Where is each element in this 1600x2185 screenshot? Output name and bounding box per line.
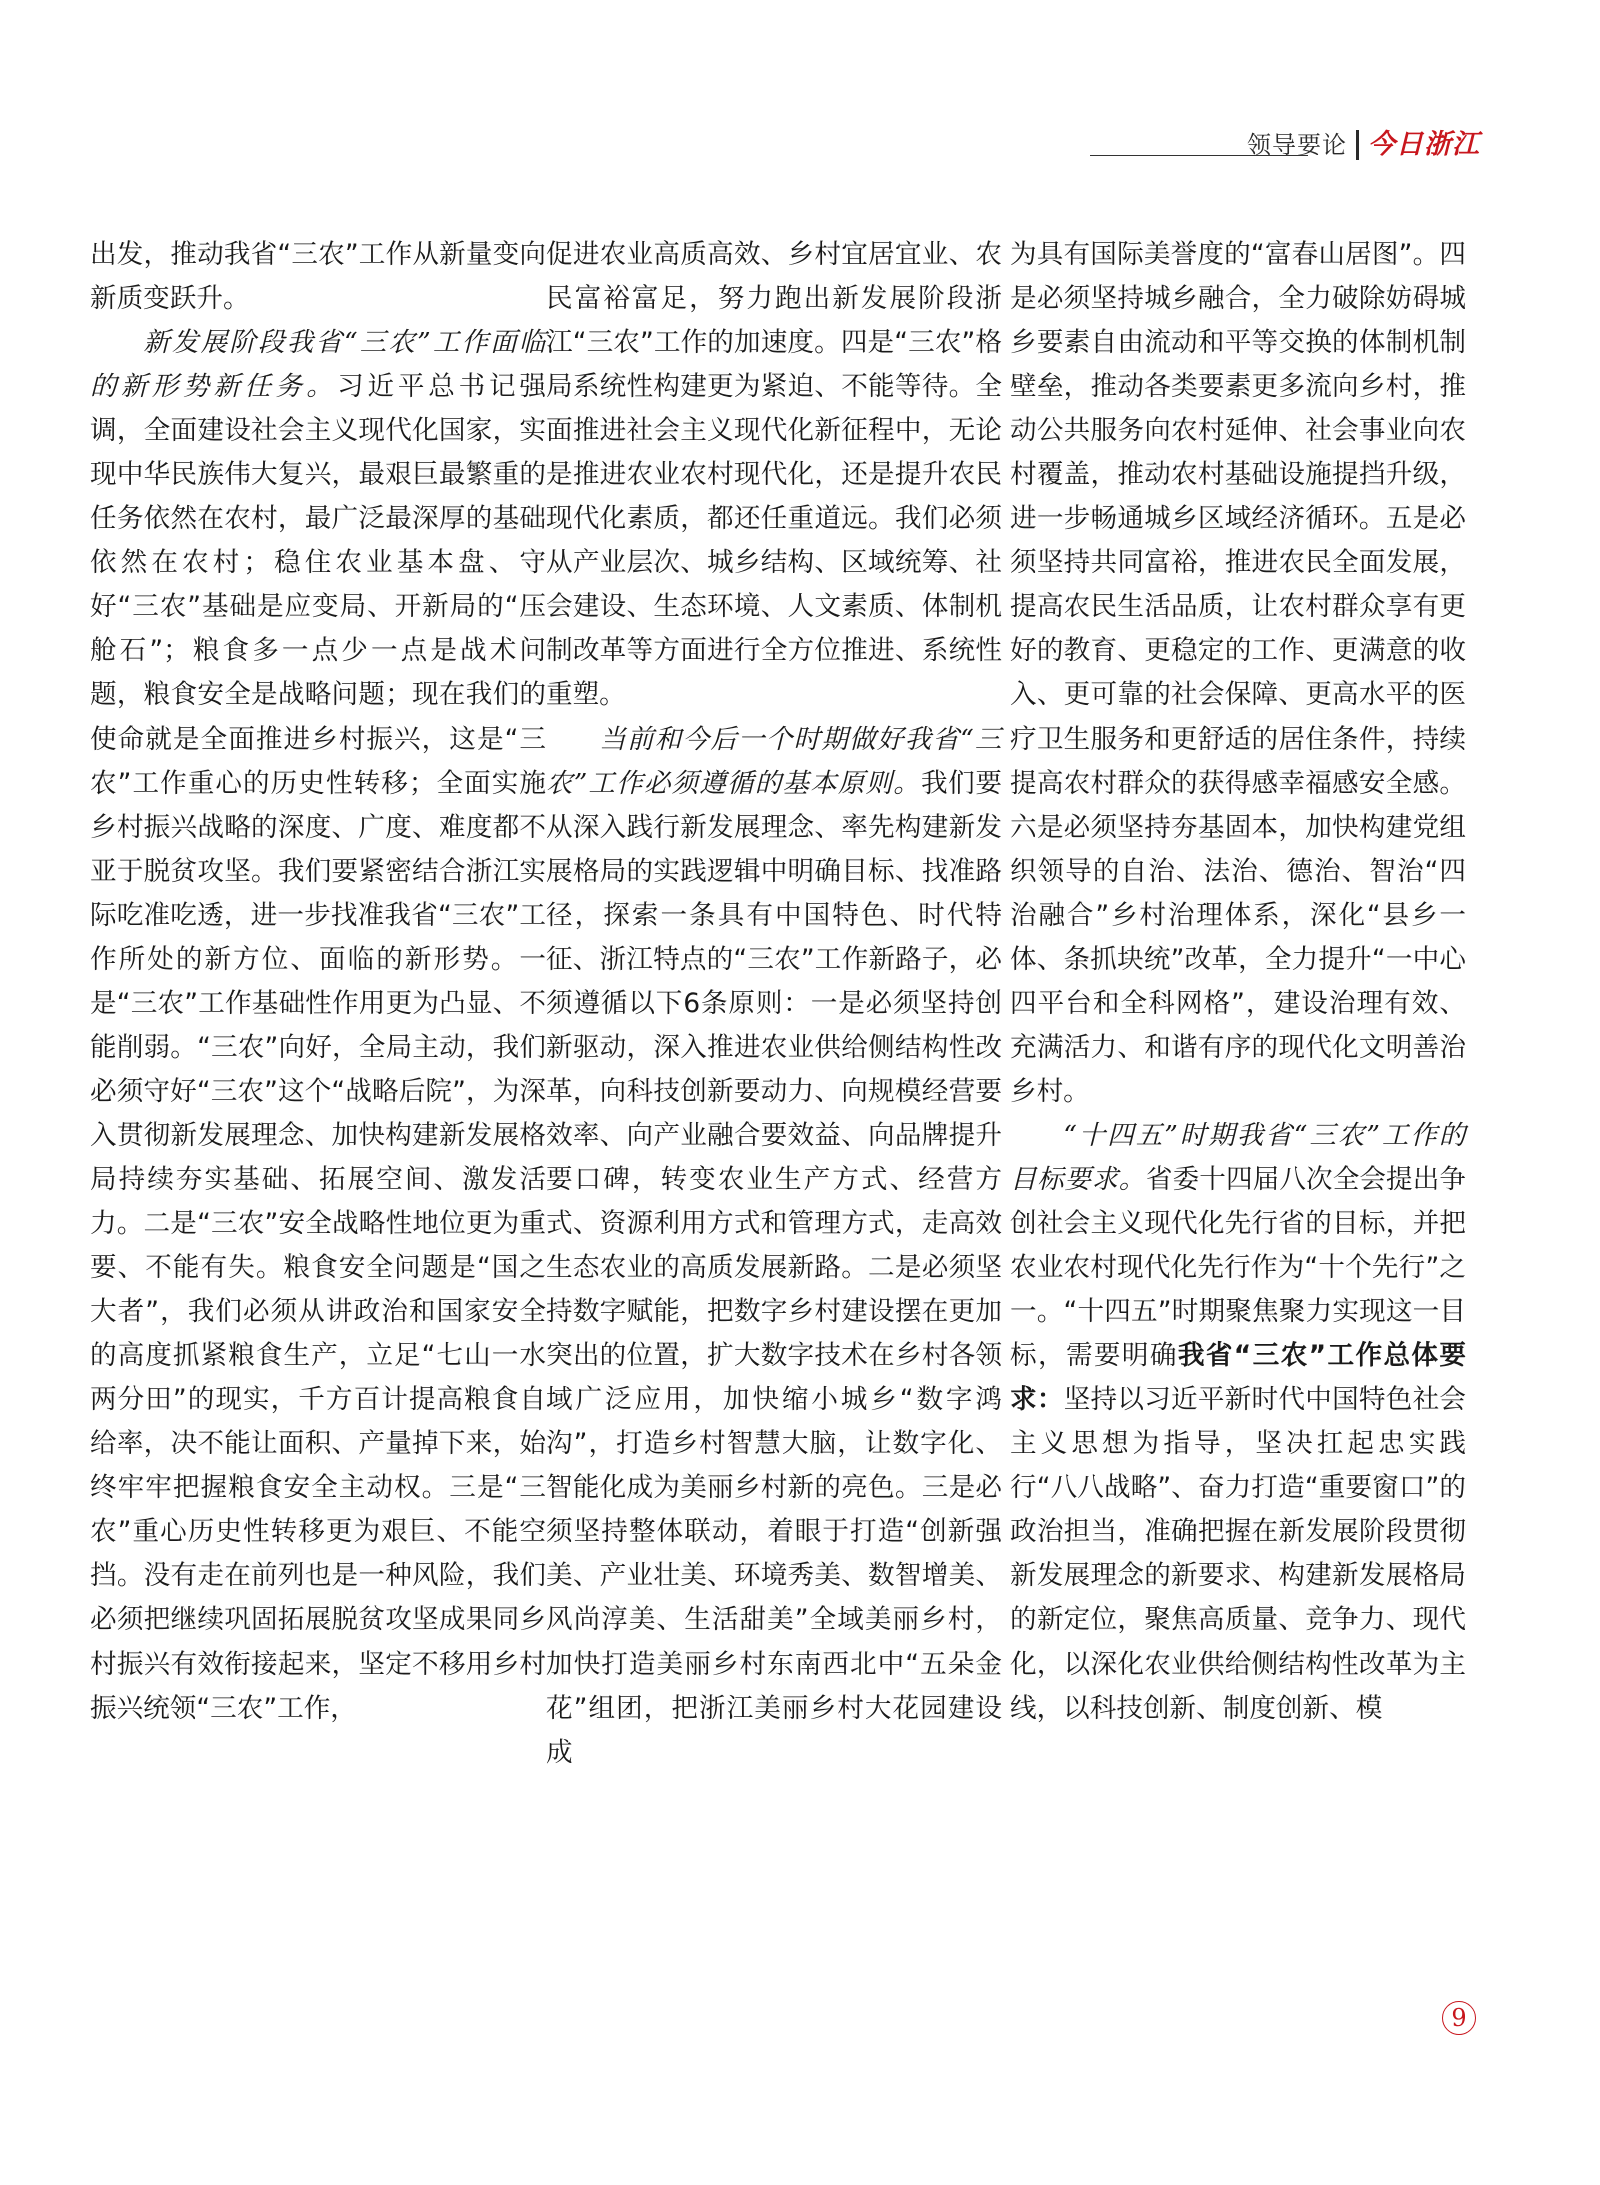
magazine-logo: 今日浙江	[1368, 129, 1480, 160]
paragraph-body: 坚持以习近平新时代中国特色社会主义思想为指导，坚决扛起忠实践行“八八战略”、奋力打造“重要窗口”的政治担当，准确把握在新发展阶段贯彻新发展理念的新要求、构建新发展格局的新定位，聚焦高质量、竞争力、现代化，以深化农业供给侧结构性改革为主线，以科技创新、制度创新、模	[1010, 1384, 1467, 1724]
text-column-3	[1010, 233, 1466, 1731]
paragraph-body: 为具有国际美誉度的“富春山居图”。四是必须坚持城乡融合，全力破除妨碍城乡要素自由流动和平等交换的体制机制壁垒，推动各类要素更多流向乡村，推动公共服务向农村延伸、社会事业向农村覆盖，推动农村基础设施提挡升级，进一步畅通城乡区域经济循环。五是必须坚持共同富裕，推进农民全面发展，提高农民生活品质，让农村群众享有更好的教育、更稳定的工作、更满意的收入、更可靠的社会保障、更高水平的医疗卫生服务和更舒适的居住条件，持续提高农村群众的获得感幸福感安全感。六是必须坚持夯基固本，加快构建党组织领导的自治、法治、德治、智治“四治融合”乡村治理体系，深化“县乡一体、条抓块统”改革，全力提升“一中心四平台和全科网格”，建设治理有效、充满活力、和谐有序的现代化文明善治乡村。	[1010, 239, 1466, 1107]
paragraph-body: 省委十四届八次全会提出争创社会主义现代化先行省的目标，并把农业农村现代化先行作为“十个先行”之一。“十四五”时期聚焦聚力实现这一目标，需要明确	[1010, 1163, 1467, 1372]
paragraph	[1010, 1114, 1466, 1731]
paragraph-lead: 当前和今后一个时期做好我省“三农”工作必须遵循的基本原则。	[546, 723, 1002, 799]
paragraph-lead: “十四五”时期我省“三农”工作的目标要求。	[1010, 1119, 1466, 1195]
text-column-1	[90, 233, 546, 1731]
paragraph	[546, 233, 1002, 718]
paragraph	[546, 718, 1002, 1775]
paragraph-body: 习近平总书记强调，全面建设社会主义现代化国家，实现中华民族伟大复兴，最艰巨最繁重的任务依然在农村，最广泛最深厚的基础依然在农村；稳住农业基本盘、守好“三农”基础是应变局、开新局的“压舱石”；粮食多一点少一点是战术问题，粮食安全是战略问题；现在我们的使命就是全面推进乡村振兴，这是“三农”工作重心的历史性转移；全面实施乡村振兴战略的深度、广度、难度都不亚于脱贫攻坚。我们要紧密结合浙江实际吃准吃透，进一步找准我省“三农”工作所处的新方位、面临的新形势。一是“三农”工作基础性作用更为凸显、不能削弱。“三农”向好，全局主动，我们必须守好“三农”这个“战略后院”，为深入贯彻新发展理念、加快构建新发展格局持续夯实基础、拓展空间、激发活力。二是“三农”安全战略性地位更为重要、不能有失。粮食安全问题是“国之大者”，我们必须从讲政治和国家安全的高度抓紧粮食生产，立足“七山一水两分田”的现实，千方百计提高粮食自给率，决不能让面积、产量掉下来，始终牢牢把握粮食安全主动权。三是“三农”重心历史性转移更为艰巨、不能空挡。没有走在前列也是一种风险，我们必须把继续巩固拓展脱贫攻坚成果同乡村振兴有效衔接起来，坚定不移用乡村振兴统领“三农”工作，	[90, 371, 547, 1724]
paragraph-lead: 新发展阶段我省“三农”工作面临的新形势新任务。	[90, 327, 546, 403]
paragraph-body: 出发，推动我省“三农”工作从新量变向新质变跃升。	[90, 239, 546, 315]
paragraph-body: 我们要从深入践行新发展理念、率先构建新发展格局的实践逻辑中明确目标、找准路径，探索一条具有中国特色、时代特征、浙江特点的“三农”工作新路子，必须遵循以下6条原则：一是必须坚持创新驱动，深入推进农业供给侧结构性改革，向科技创新要动力、向规模经营要效率、向产业融合要效益、向品牌提升要口碑，转变农业生产方式、经营方式、资源利用方式和管理方式，走高效生态农业的高质发展新路。二是必须坚持数字赋能，把数字乡村建设摆在更加突出的位置，扩大数字技术在乡村各领域广泛应用，加快缩小城乡“数字鸿沟”，打造乡村智慧大脑，让数字化、智能化成为美丽乡村新的亮色。三是必须坚持整体联动，着眼于打造“创新强美、产业壮美、环境秀美、数智增美、风尚淳美、生活甜美”全域美丽乡村，加快打造美丽乡村东南西北中“五朵金花”组团，把浙江美丽乡村大花园建设成	[546, 767, 1002, 1768]
paragraph-body: 促进农业高质高效、乡村宜居宜业、农民富裕富足，努力跑出新发展阶段浙江“三农”工作的加速度。四是“三农”格局系统性构建更为紧迫、不能等待。全面推进社会主义现代化新征程中，无论是推进农业农村现代化，还是提升农民现代化素质，都还任重道远。我们必须从产业层次、城乡结构、区域统筹、社会建设、生态环境、人文素质、体制机制改革等方面进行全方位推进、系统性重塑。	[546, 239, 1002, 711]
paragraph	[90, 233, 546, 321]
header-rule	[1090, 155, 1308, 156]
paragraph	[90, 321, 546, 1731]
header-divider	[1356, 130, 1359, 160]
text-column-2	[546, 233, 1002, 1775]
header-section-title: 领导要论	[1247, 131, 1347, 159]
paragraph	[1010, 233, 1466, 1114]
paragraph-emphasis: 我省“三农”工作总体要求：	[1010, 1340, 1466, 1416]
page-number: 9	[1442, 2001, 1476, 2035]
page-header	[1090, 124, 1480, 160]
